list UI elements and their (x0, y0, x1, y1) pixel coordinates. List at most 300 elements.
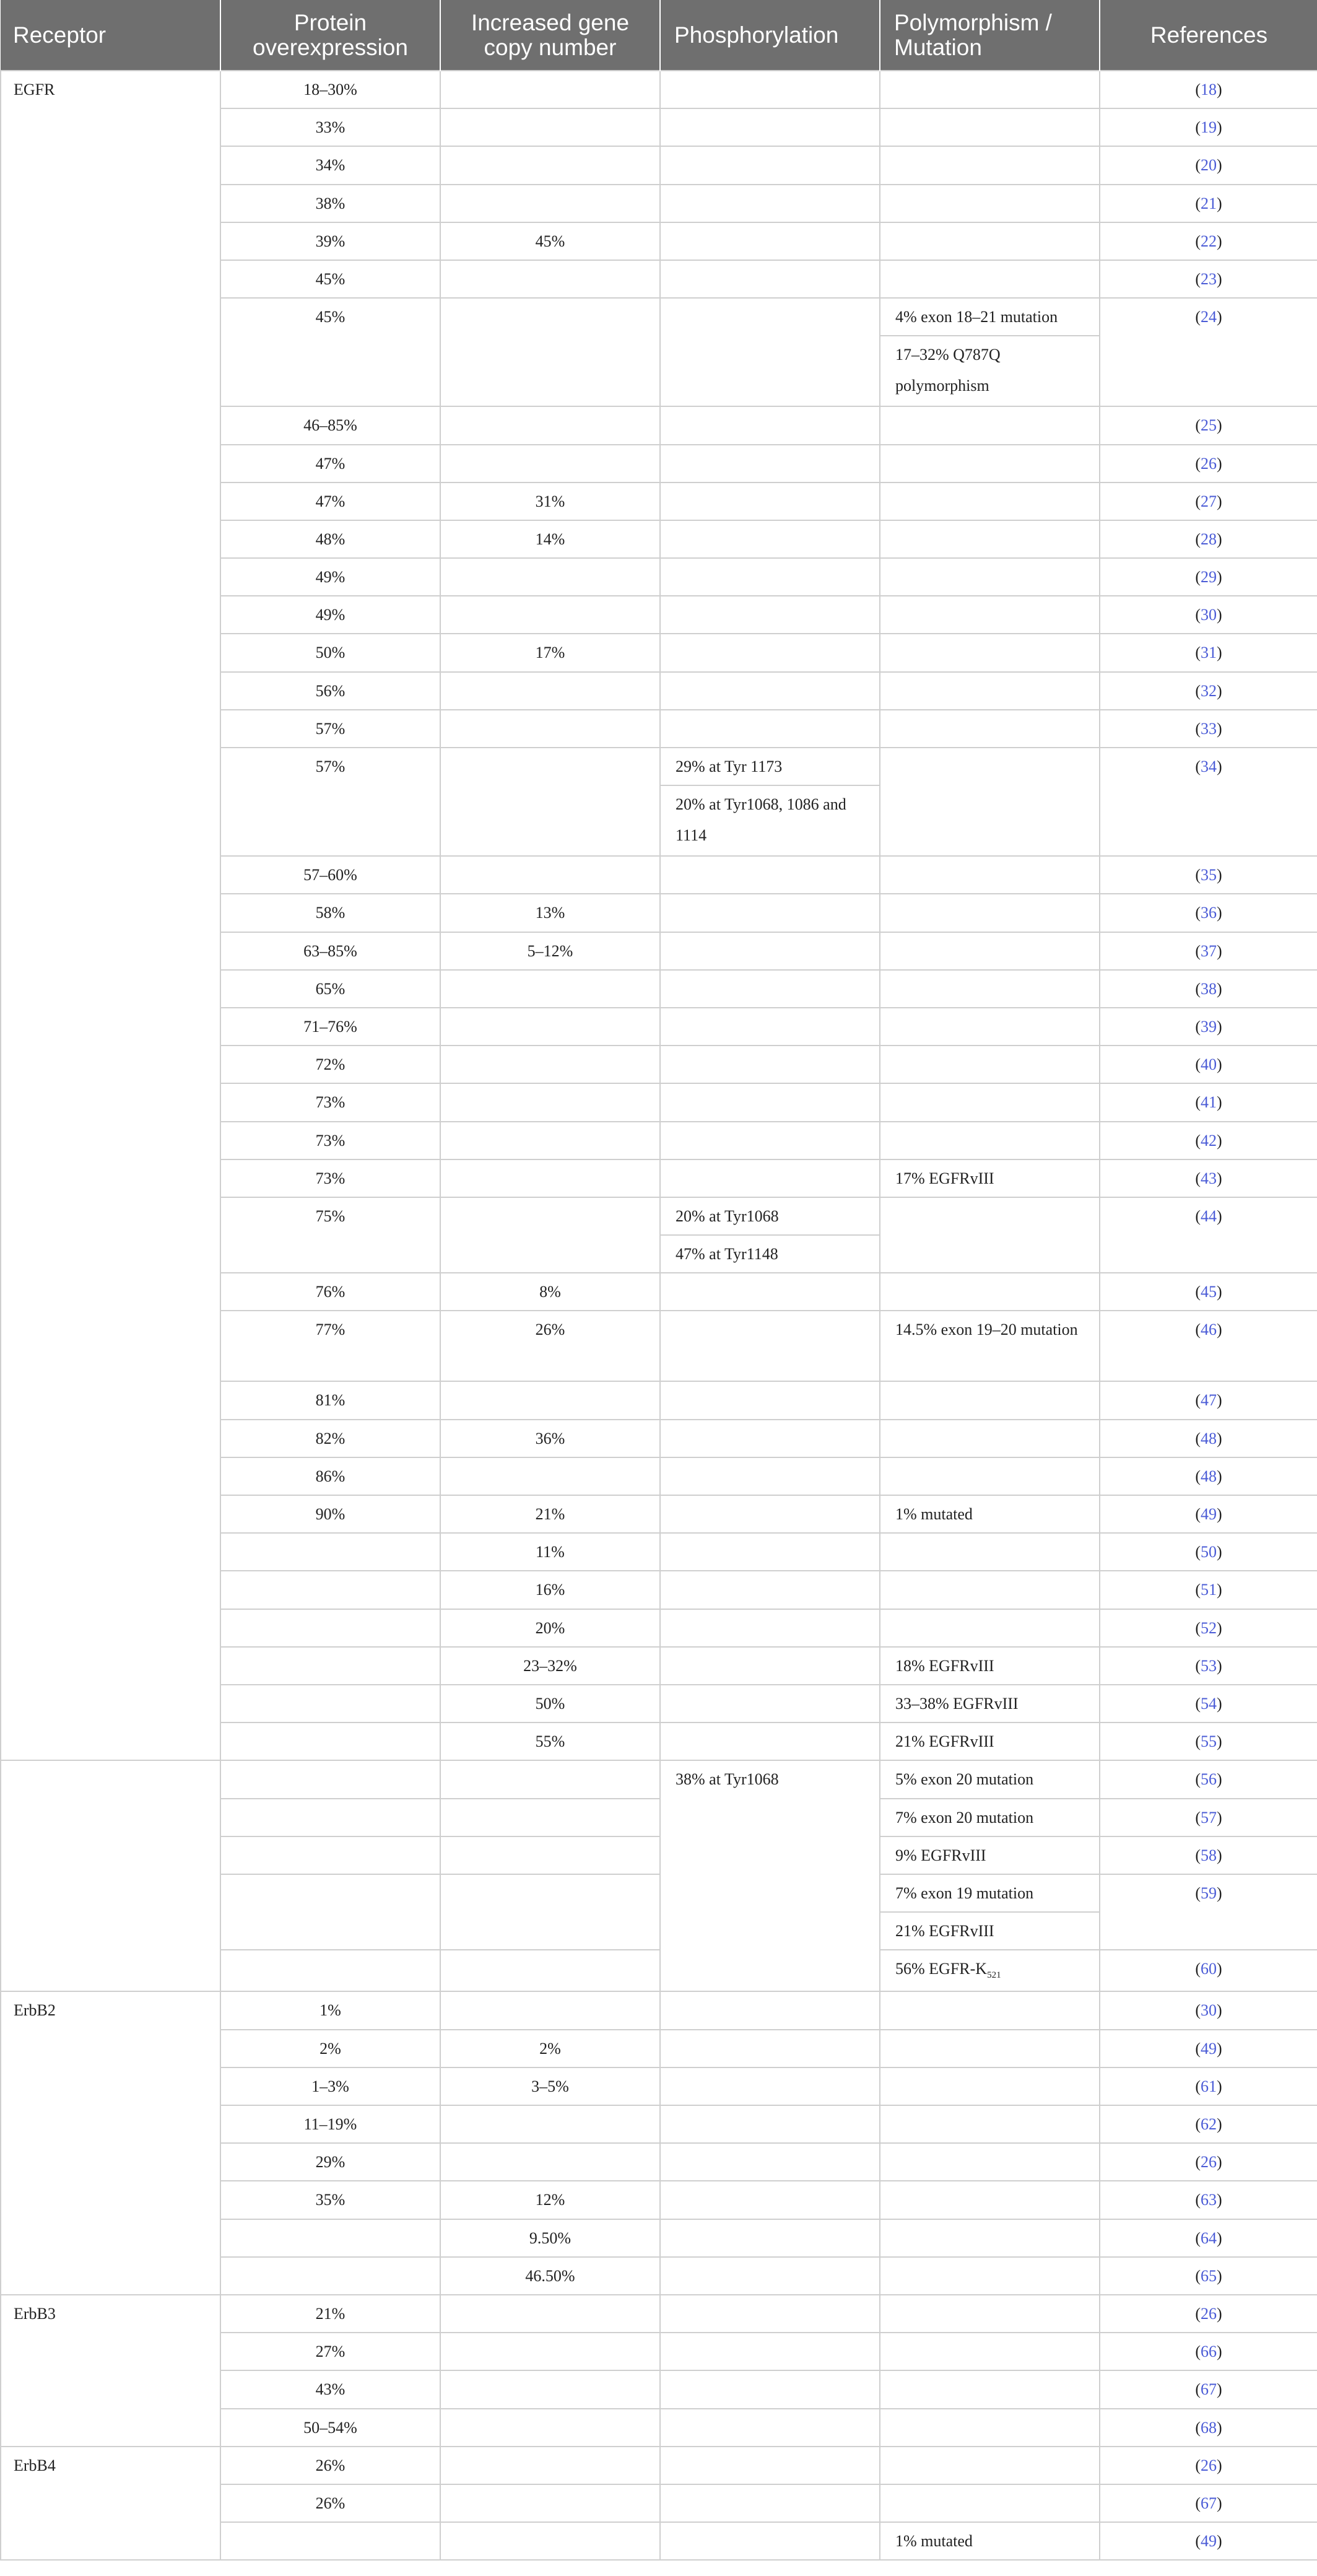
reference-link[interactable]: 26 (1201, 2153, 1217, 2172)
phos-cell (660, 2447, 880, 2484)
reference-link[interactable]: 34 (1201, 758, 1217, 775)
protein-cell: 86% (220, 1457, 440, 1495)
reference-link[interactable]: 61 (1201, 2077, 1217, 2095)
reference-cell: (23) (1100, 260, 1317, 298)
phos-cell (660, 1609, 880, 1647)
reference-link[interactable]: 49 (1201, 2532, 1217, 2551)
phos-cell (660, 1273, 880, 1311)
reference-link[interactable]: 32 (1201, 681, 1217, 700)
phos-cell (660, 1122, 880, 1159)
phos-cell (660, 2257, 880, 2295)
reference-cell: (30) (1100, 1991, 1317, 2029)
poly-cell (880, 710, 1100, 748)
copy-cell (440, 1950, 660, 1991)
phos-cell: 20% at Tyr1068, 1086 and 1114 (660, 785, 880, 856)
reference-cell: (60) (1100, 1950, 1317, 1991)
poly-cell (880, 1991, 1100, 2029)
poly-cell (880, 2333, 1100, 2370)
phos-cell (660, 1083, 880, 1121)
poly-cell (880, 894, 1100, 932)
poly-cell: 21% EGFRvIII (880, 1912, 1100, 1950)
reference-link[interactable]: 35 (1201, 866, 1217, 884)
reference-link[interactable]: 55 (1201, 1732, 1217, 1751)
reference-link[interactable]: 33 (1201, 719, 1217, 738)
protein-cell: 49% (220, 558, 440, 596)
copy-cell (440, 108, 660, 146)
protein-cell: 26% (220, 2484, 440, 2522)
poly-cell (880, 1046, 1100, 1083)
poly-cell (880, 2219, 1100, 2257)
reference-cell: (55) (1100, 1722, 1317, 1760)
copy-cell (440, 2143, 660, 2181)
protein-cell: 46–85% (220, 406, 440, 444)
table-row (1, 71, 1317, 108)
table-row (1, 2295, 1317, 2333)
copy-cell (440, 1159, 660, 1197)
reference-cell: (18) (1100, 71, 1317, 108)
protein-cell: 77% (220, 1311, 440, 1381)
reference-link[interactable]: 56 (1201, 1770, 1217, 1789)
reference-cell: (66) (1100, 2333, 1317, 2370)
protein-cell (220, 2257, 440, 2295)
reference-link[interactable]: 23 (1201, 269, 1217, 288)
phos-cell (660, 1571, 880, 1609)
reference-cell: (30) (1100, 596, 1317, 634)
poly-cell (880, 260, 1100, 298)
reference-cell: (50) (1100, 1533, 1317, 1571)
phos-cell (660, 2181, 880, 2219)
reference-cell: (26) (1100, 2295, 1317, 2333)
reference-link[interactable]: 45 (1201, 1283, 1217, 1301)
poly-cell (880, 856, 1100, 894)
protein-cell: 2% (220, 2030, 440, 2067)
reference-link[interactable]: 49 (1201, 2039, 1217, 2058)
poly-cell (880, 1609, 1100, 1647)
phos-cell (660, 672, 880, 710)
protein-cell (220, 1760, 440, 1798)
reference-link[interactable]: 63 (1201, 2191, 1217, 2209)
reference-cell: (38) (1100, 970, 1317, 1008)
reference-cell: (44) (1100, 1197, 1317, 1273)
protein-cell (220, 1874, 440, 1950)
copy-cell: 21% (440, 1495, 660, 1533)
reference-cell: (26) (1100, 445, 1317, 482)
reference-cell: (43) (1100, 1159, 1317, 1197)
copy-cell: 5–12% (440, 932, 660, 970)
phos-cell (660, 406, 880, 444)
protein-cell (220, 1533, 440, 1571)
protein-cell: 50–54% (220, 2409, 440, 2447)
copy-cell: 36% (440, 1420, 660, 1457)
reference-cell: (40) (1100, 1046, 1317, 1083)
protein-cell: 76% (220, 1273, 440, 1311)
phos-cell: 38% at Tyr1068 (660, 1760, 880, 1991)
reference-link[interactable]: 67 (1201, 2380, 1217, 2399)
reference-link[interactable]: 40 (1201, 1055, 1217, 1074)
protein-cell: 57% (220, 748, 440, 856)
phos-cell (660, 1008, 880, 1046)
protein-cell (220, 2522, 440, 2560)
protein-cell (220, 2219, 440, 2257)
copy-cell (440, 1874, 660, 1950)
reference-cell: (26) (1100, 2447, 1317, 2484)
copy-cell (440, 1457, 660, 1495)
phos-cell (660, 2522, 880, 2560)
copy-cell (440, 2333, 660, 2370)
reference-link[interactable]: 28 (1201, 530, 1217, 548)
receptor-cell: EGFR (1, 71, 220, 1760)
protein-cell: 18–30% (220, 71, 440, 108)
reference-cell: (67) (1100, 2484, 1317, 2522)
protein-cell (220, 1799, 440, 1836)
protein-cell: 58% (220, 894, 440, 932)
protein-cell: 75% (220, 1197, 440, 1273)
poly-cell (880, 2295, 1100, 2333)
copy-cell (440, 748, 660, 856)
phos-cell: 20% at Tyr1068 (660, 1197, 880, 1235)
reference-link[interactable]: 51 (1201, 1581, 1217, 1599)
reference-link[interactable]: 57 (1201, 1808, 1217, 1827)
header-receptor: Receptor (1, 0, 220, 71)
phos-cell (660, 2067, 880, 2105)
reference-cell: (48) (1100, 1457, 1317, 1495)
protein-cell (220, 1685, 440, 1722)
reference-cell: (65) (1100, 2257, 1317, 2295)
reference-link[interactable]: 22 (1201, 232, 1217, 250)
reference-cell: (63) (1100, 2181, 1317, 2219)
reference-cell: (52) (1100, 1609, 1317, 1647)
phos-cell (660, 2484, 880, 2522)
poly-cell: 17–32% Q787Q polymorphism (880, 336, 1100, 406)
reference-link[interactable]: 26 (1201, 454, 1217, 473)
header-polymorphism-mutation: Polymorphism / Mutation (880, 0, 1100, 71)
copy-cell (440, 1197, 660, 1273)
protein-cell: 26% (220, 2447, 440, 2484)
reference-link[interactable]: 67 (1201, 2494, 1217, 2512)
poly-cell: 33–38% EGFRvIII (880, 1685, 1100, 1722)
copy-cell (440, 856, 660, 894)
poly-cell: 5% exon 20 mutation (880, 1760, 1100, 1798)
poly-cell (880, 1083, 1100, 1121)
protein-cell: 43% (220, 2370, 440, 2408)
reference-link[interactable]: 44 (1201, 1207, 1217, 1225)
poly-cell (880, 1381, 1100, 1419)
copy-cell: 20% (440, 1609, 660, 1647)
phos-cell (660, 445, 880, 482)
copy-cell (440, 2105, 660, 2143)
reference-link[interactable]: 29 (1201, 568, 1217, 587)
table-row (1, 1760, 1317, 1798)
phos-cell (660, 2219, 880, 2257)
phos-cell (660, 1159, 880, 1197)
reference-cell: (48) (1100, 1420, 1317, 1457)
poly-cell (880, 520, 1100, 558)
reference-cell: (47) (1100, 1381, 1317, 1419)
reference-cell: (26) (1100, 2143, 1317, 2181)
reference-cell: (64) (1100, 2219, 1317, 2257)
poly-cell (880, 482, 1100, 520)
reference-link[interactable]: 54 (1201, 1694, 1217, 1713)
reference-link[interactable]: 48 (1201, 1467, 1217, 1485)
poly-cell (880, 2484, 1100, 2522)
poly-text: 56% EGFR-K (895, 1960, 988, 1978)
protein-cell: 29% (220, 2143, 440, 2181)
phos-cell (660, 970, 880, 1008)
protein-cell: 33% (220, 108, 440, 146)
reference-link[interactable]: 48 (1201, 1429, 1217, 1447)
protein-cell: 50% (220, 634, 440, 671)
poly-cell (880, 558, 1100, 596)
reference-link[interactable]: 25 (1201, 416, 1217, 435)
phos-cell (660, 2030, 880, 2067)
copy-cell (440, 2295, 660, 2333)
copy-cell: 14% (440, 520, 660, 558)
header-protein-overexpression: Protein overexpression (220, 0, 440, 71)
poly-cell: 7% exon 19 mutation (880, 1874, 1100, 1912)
protein-cell: 71–76% (220, 1008, 440, 1046)
copy-cell: 3–5% (440, 2067, 660, 2105)
protein-cell: 73% (220, 1122, 440, 1159)
reference-cell: (32) (1100, 672, 1317, 710)
reference-cell: (67) (1100, 2370, 1317, 2408)
protein-cell: 45% (220, 260, 440, 298)
protein-cell: 35% (220, 2181, 440, 2219)
reference-cell: (53) (1100, 1647, 1317, 1685)
reference-link[interactable]: 47 (1201, 1391, 1217, 1410)
reference-link[interactable]: 21 (1201, 194, 1217, 212)
phos-cell (660, 634, 880, 671)
reference-link[interactable]: 37 (1201, 941, 1217, 960)
header-phosphorylation: Phosphorylation (660, 0, 880, 71)
poly-cell (880, 2181, 1100, 2219)
protein-cell: 90% (220, 1495, 440, 1533)
poly-cell: 9% EGFRvIII (880, 1836, 1100, 1874)
reference-link[interactable]: 46 (1201, 1321, 1217, 1339)
reference-link[interactable]: 26 (1201, 2456, 1217, 2474)
reference-link[interactable]: 27 (1201, 492, 1217, 510)
reference-cell: (61) (1100, 2067, 1317, 2105)
copy-cell (440, 260, 660, 298)
reference-link[interactable]: 59 (1201, 1884, 1217, 1902)
copy-cell: 26% (440, 1311, 660, 1381)
header-gene-copy-number: Increased gene copy number (440, 0, 660, 71)
copy-cell: 23–32% (440, 1647, 660, 1685)
phos-cell (660, 146, 880, 184)
copy-cell (440, 2370, 660, 2408)
copy-cell (440, 2447, 660, 2484)
reference-link[interactable]: 66 (1201, 2342, 1217, 2361)
copy-cell (440, 2522, 660, 2560)
poly-cell: 18% EGFRvIII (880, 1647, 1100, 1685)
reference-cell: (68) (1100, 2409, 1317, 2447)
protein-cell: 11–19% (220, 2105, 440, 2143)
phos-cell (660, 2370, 880, 2408)
receptor-cell: ErbB3 (1, 2295, 220, 2447)
phos-cell (660, 558, 880, 596)
protein-cell: 1–3% (220, 2067, 440, 2105)
copy-cell: 12% (440, 2181, 660, 2219)
copy-cell (440, 1836, 660, 1874)
reference-link[interactable]: 53 (1201, 1656, 1217, 1675)
poly-cell (880, 1571, 1100, 1609)
protein-cell: 73% (220, 1159, 440, 1197)
reference-cell: (21) (1100, 185, 1317, 222)
copy-cell (440, 1046, 660, 1083)
reference-cell: (37) (1100, 932, 1317, 970)
phos-cell (660, 2333, 880, 2370)
phos-cell (660, 2105, 880, 2143)
copy-cell (440, 710, 660, 748)
reference-cell: (41) (1100, 1083, 1317, 1121)
reference-link[interactable]: 41 (1201, 1093, 1217, 1112)
reference-link[interactable]: 30 (1201, 606, 1217, 624)
copy-cell (440, 1083, 660, 1121)
reference-link[interactable]: 36 (1201, 904, 1217, 922)
copy-cell (440, 1760, 660, 1798)
phos-cell (660, 1685, 880, 1722)
protein-cell: 38% (220, 185, 440, 222)
phos-cell (660, 1533, 880, 1571)
poly-cell: 4% exon 18–21 mutation (880, 298, 1100, 336)
reference-link[interactable]: 26 (1201, 2304, 1217, 2323)
reference-cell: (58) (1100, 1836, 1317, 1874)
protein-cell: 57% (220, 710, 440, 748)
phos-cell (660, 932, 880, 970)
reference-cell: (34) (1100, 748, 1317, 856)
phos-cell: 47% at Tyr1148 (660, 1235, 880, 1273)
reference-link[interactable]: 50 (1201, 1543, 1217, 1561)
poly-cell: 14.5% exon 19–20 mutation (880, 1311, 1100, 1381)
phos-cell (660, 1420, 880, 1457)
reference-link[interactable]: 19 (1201, 118, 1217, 137)
reference-cell: (29) (1100, 558, 1317, 596)
reference-cell: (31) (1100, 634, 1317, 671)
phos-cell (660, 482, 880, 520)
poly-cell (880, 1008, 1100, 1046)
reference-link[interactable]: 38 (1201, 979, 1217, 998)
poly-cell (880, 634, 1100, 671)
reference-cell: (45) (1100, 1273, 1317, 1311)
protein-cell: 48% (220, 520, 440, 558)
copy-cell (440, 1008, 660, 1046)
reference-cell: (20) (1100, 146, 1317, 184)
poly-cell (880, 185, 1100, 222)
reference-cell: (56) (1100, 1760, 1317, 1798)
reference-cell: (46) (1100, 1311, 1317, 1381)
reference-link[interactable]: 49 (1201, 1505, 1217, 1523)
poly-cell (880, 2409, 1100, 2447)
reference-link[interactable]: 42 (1201, 1131, 1217, 1150)
protein-cell: 63–85% (220, 932, 440, 970)
copy-cell: 55% (440, 1722, 660, 1760)
protein-cell: 82% (220, 1420, 440, 1457)
reference-cell: (36) (1100, 894, 1317, 932)
copy-cell (440, 2484, 660, 2522)
reference-link[interactable]: 68 (1201, 2418, 1217, 2437)
phos-cell (660, 185, 880, 222)
phos-cell (660, 1457, 880, 1495)
poly-cell: 1% mutated (880, 1495, 1100, 1533)
copy-cell (440, 970, 660, 1008)
poly-cell (880, 1457, 1100, 1495)
reference-link[interactable]: 58 (1201, 1846, 1217, 1864)
poly-cell: 17% EGFRvIII (880, 1159, 1100, 1197)
poly-cell (880, 1273, 1100, 1311)
protein-cell: 49% (220, 596, 440, 634)
phos-cell (660, 894, 880, 932)
copy-cell: 31% (440, 482, 660, 520)
reference-link[interactable]: 30 (1201, 2001, 1217, 2020)
reference-link[interactable]: 65 (1201, 2266, 1217, 2285)
table-row (1, 2447, 1317, 2484)
copy-cell (440, 445, 660, 482)
header-references: References (1100, 0, 1317, 71)
table-row (1, 1991, 1317, 2029)
copy-cell (440, 1122, 660, 1159)
reference-cell: (49) (1100, 2030, 1317, 2067)
copy-cell (440, 406, 660, 444)
poly-cell (880, 2370, 1100, 2408)
protein-cell: 27% (220, 2333, 440, 2370)
poly-cell (880, 71, 1100, 108)
phos-cell (660, 108, 880, 146)
reference-link[interactable]: 52 (1201, 1618, 1217, 1637)
reference-link[interactable]: 18 (1201, 81, 1217, 98)
phos-cell (660, 1647, 880, 1685)
protein-cell: 47% (220, 482, 440, 520)
protein-cell: 47% (220, 445, 440, 482)
poly-subscript: 521 (987, 1970, 1001, 1981)
reference-link[interactable]: 31 (1201, 644, 1217, 662)
copy-cell (440, 298, 660, 406)
copy-cell (440, 596, 660, 634)
receptor-cell: ErbB4 (1, 2447, 220, 2561)
copy-cell: 16% (440, 1571, 660, 1609)
poly-cell (880, 2105, 1100, 2143)
reference-link[interactable]: 39 (1201, 1017, 1217, 1036)
phos-cell (660, 2295, 880, 2333)
poly-cell: 21% EGFRvIII (880, 1722, 1100, 1760)
reference-link[interactable]: 20 (1201, 156, 1217, 175)
copy-cell (440, 1381, 660, 1419)
reference-cell: (39) (1100, 1008, 1317, 1046)
reference-link[interactable]: 60 (1201, 1960, 1217, 1978)
reference-cell: (33) (1100, 710, 1317, 748)
protein-cell (220, 1722, 440, 1760)
reference-cell: (59) (1100, 1874, 1317, 1950)
phos-cell (660, 1311, 880, 1381)
reference-cell: (57) (1100, 1799, 1317, 1836)
phos-cell (660, 2143, 880, 2181)
copy-cell: 2% (440, 2030, 660, 2067)
poly-cell (880, 932, 1100, 970)
reference-link[interactable]: 24 (1201, 308, 1217, 326)
copy-cell (440, 1799, 660, 1836)
poly-cell (880, 672, 1100, 710)
poly-cell (880, 1533, 1100, 1571)
reference-link[interactable]: 62 (1201, 2115, 1217, 2133)
copy-cell: 9.50% (440, 2219, 660, 2257)
protein-cell: 57–60% (220, 856, 440, 894)
poly-cell (880, 2030, 1100, 2067)
reference-cell: (49) (1100, 2522, 1317, 2560)
reference-link[interactable]: 43 (1201, 1169, 1217, 1187)
receptor-cell (1, 1760, 220, 1991)
phos-cell (660, 222, 880, 260)
protein-cell (220, 1647, 440, 1685)
copy-cell: 46.50% (440, 2257, 660, 2295)
reference-link[interactable]: 64 (1201, 2229, 1217, 2247)
